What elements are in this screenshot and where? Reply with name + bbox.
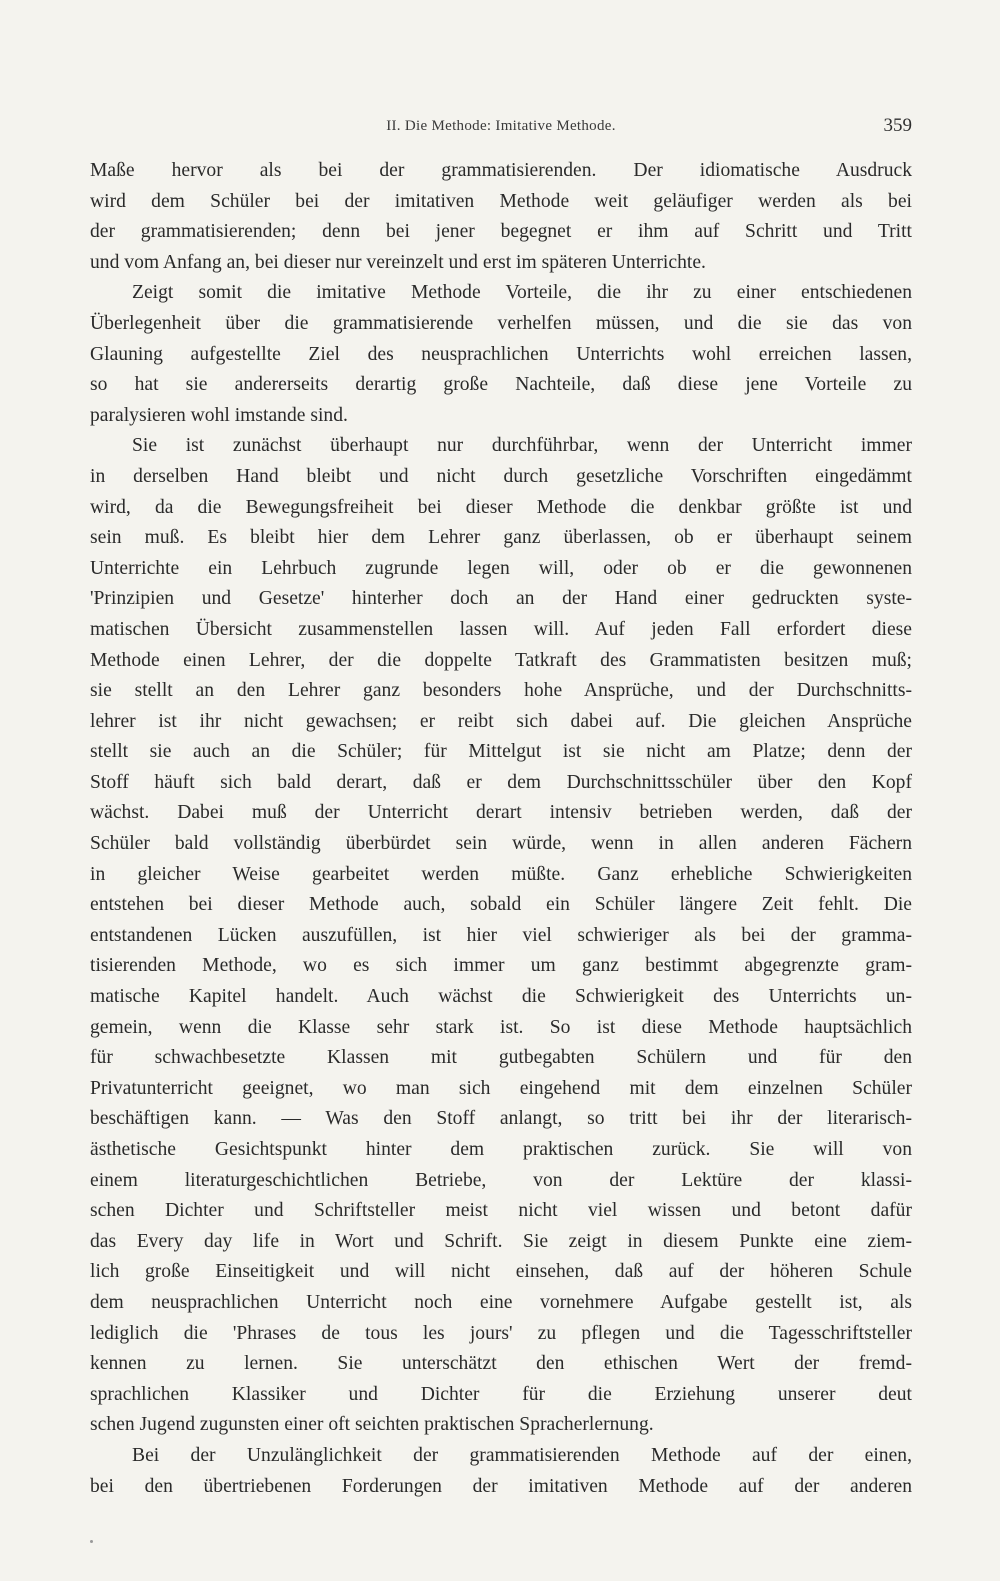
text-line: lich große Einseitigkeit und will nicht einsehen, daß auf der höheren Schule: [90, 1261, 912, 1283]
text-line: entstandenen Lücken auszufüllen, ist hier viel schwieriger als bei der gramma-: [90, 924, 912, 946]
text-line: sprachlichen Klassiker und Dichter für die Erziehung unserer deut: [90, 1383, 912, 1405]
text-line: sein muß. Es bleibt hier dem Lehrer ganz überlassen, ob er überhaupt seinem: [90, 527, 912, 549]
text-line: und vom Anfang an, bei dieser nur vereinzelt und erst im späteren Unterrichte.: [90, 251, 706, 273]
text-line: lehrer ist ihr nicht gewachsen; er reibt sich dabei auf. Die gleichen Ansprüche: [90, 710, 912, 732]
text-line: stellt sie auch an die Schüler; für Mittelgut ist sie nicht am Platze; denn der: [90, 741, 912, 763]
text-line: sie stellt an den Lehrer ganz besonders hohe Ansprüche, und der Durchschnitts-: [90, 680, 912, 702]
text-line: das Every day life in Wort und Schrift. Sie zeigt in diesem Punkte eine ziem-: [90, 1230, 912, 1252]
text-line: entstehen bei dieser Methode auch, sobald ein Schüler längere Zeit fehlt. Die: [90, 894, 912, 916]
text-line: in gleicher Weise gearbeitet werden müßte. Ganz erhebliche Schwierigkeiten: [90, 863, 912, 885]
text-line: Methode einen Lehrer, der die doppelte Tatkraft des Grammatisten besitzen muß;: [90, 649, 912, 671]
text-line: lediglich die 'Phrases de tous les jours' zu pflegen und die Tagesschriftsteller: [90, 1322, 912, 1344]
text-line: 'Prinzipien und Gesetze' hinterher doch an der Hand einer gedruckten syste-: [90, 588, 912, 610]
text-line: Überlegenheit über die grammatisierende verhelfen müssen, und die sie das von: [90, 312, 912, 334]
text-line: bei den übertriebenen Forderungen der imitativen Methode auf der anderen: [90, 1475, 912, 1497]
text-line: Zeigt somit die imitative Methode Vorteile, die ihr zu einer entschiedenen: [132, 282, 912, 304]
text-line: beschäftigen kann. — Was den Stoff anlangt, so tritt bei ihr der literarisch-: [90, 1108, 912, 1130]
text-line: wächst. Dabei muß der Unterricht derart intensiv betrieben werden, daß der: [90, 802, 912, 824]
running-title: II. Die Methode: Imitative Methode.: [386, 118, 616, 134]
text-line: Bei der Unzulänglichkeit der grammatisierenden Methode auf der einen,: [132, 1444, 912, 1466]
text-line: ästhetische Gesichtspunkt hinter dem praktischen zurück. Sie will von: [90, 1139, 912, 1160]
text-line: der grammatisierenden; denn bei jener begegnet er ihm auf Schritt und Tritt: [90, 221, 912, 243]
text-line: Schüler bald vollständig überbürdet sein würde, wenn in allen anderen Fächern: [90, 833, 912, 855]
running-head: [90, 115, 912, 142]
page-number: 359: [883, 115, 912, 136]
text-line: tisierenden Methode, wo es sich immer um ganz bestimmt abgegrenzte gram-: [90, 955, 912, 977]
text-line: matische Kapitel handelt. Auch wächst die Schwierigkeit des Unterrichts un-: [90, 986, 912, 1008]
text-line: kennen zu lernen. Sie unterschätzt den ethischen Wert der fremd-: [90, 1353, 912, 1375]
text-line: für schwachbesetzte Klassen mit gutbegabten Schülern und für den: [90, 1047, 912, 1069]
text-line: dem neusprachlichen Unterricht noch eine vornehmere Aufgabe gestellt ist, als: [90, 1291, 912, 1313]
text-line: einem literaturgeschichtlichen Betriebe, von der Lektüre der klassi-: [90, 1169, 912, 1191]
text-line: in derselben Hand bleibt und nicht durch gesetzliche Vorschriften eingedämmt: [90, 465, 912, 487]
text-line: Privatunterricht geeignet, wo man sich eingehend mit dem einzelnen Schüler: [90, 1077, 912, 1099]
text-line: Sie ist zunächst überhaupt nur durchführbar, wenn der Unterricht immer: [132, 435, 912, 457]
text-line: Stoff häuft sich bald derart, daß er dem Durchschnittsschüler über den Kopf: [90, 771, 912, 793]
text-line: wird dem Schüler bei der imitativen Methode weit geläufiger werden als bei: [90, 190, 912, 212]
text-line: wird, da die Bewegungsfreiheit bei dieser Methode die denkbar größte ist und: [90, 496, 912, 518]
print-speck: [90, 1540, 93, 1543]
text-line: gemein, wenn die Klasse sehr stark ist. So ist diese Methode hauptsächlich: [90, 1016, 912, 1038]
text-line: Maße hervor als bei der grammatisierenden. Der idiomatische Ausdruck: [90, 160, 912, 181]
body-text: [90, 156, 912, 1502]
text-line: Glauning aufgestellte Ziel des neusprachlichen Unterrichts wohl erreichen lassen,: [90, 343, 912, 365]
text-line: schen Jugend zugunsten einer oft seichten praktischen Spracherlernung.: [90, 1414, 654, 1436]
text-line: schen Dichter und Schriftsteller meist nicht viel wissen und betont dafür: [90, 1200, 912, 1222]
text-line: Unterrichte ein Lehrbuch zugrunde legen will, oder ob er die gewonnenen: [90, 557, 912, 579]
text-line: matischen Übersicht zusammenstellen lassen will. Auf jeden Fall erfordert diese: [90, 618, 912, 640]
text-line: paralysieren wohl imstande sind.: [90, 404, 348, 426]
text-line: so hat sie andererseits derartig große Nachteile, daß diese jene Vorteile zu: [90, 374, 912, 396]
